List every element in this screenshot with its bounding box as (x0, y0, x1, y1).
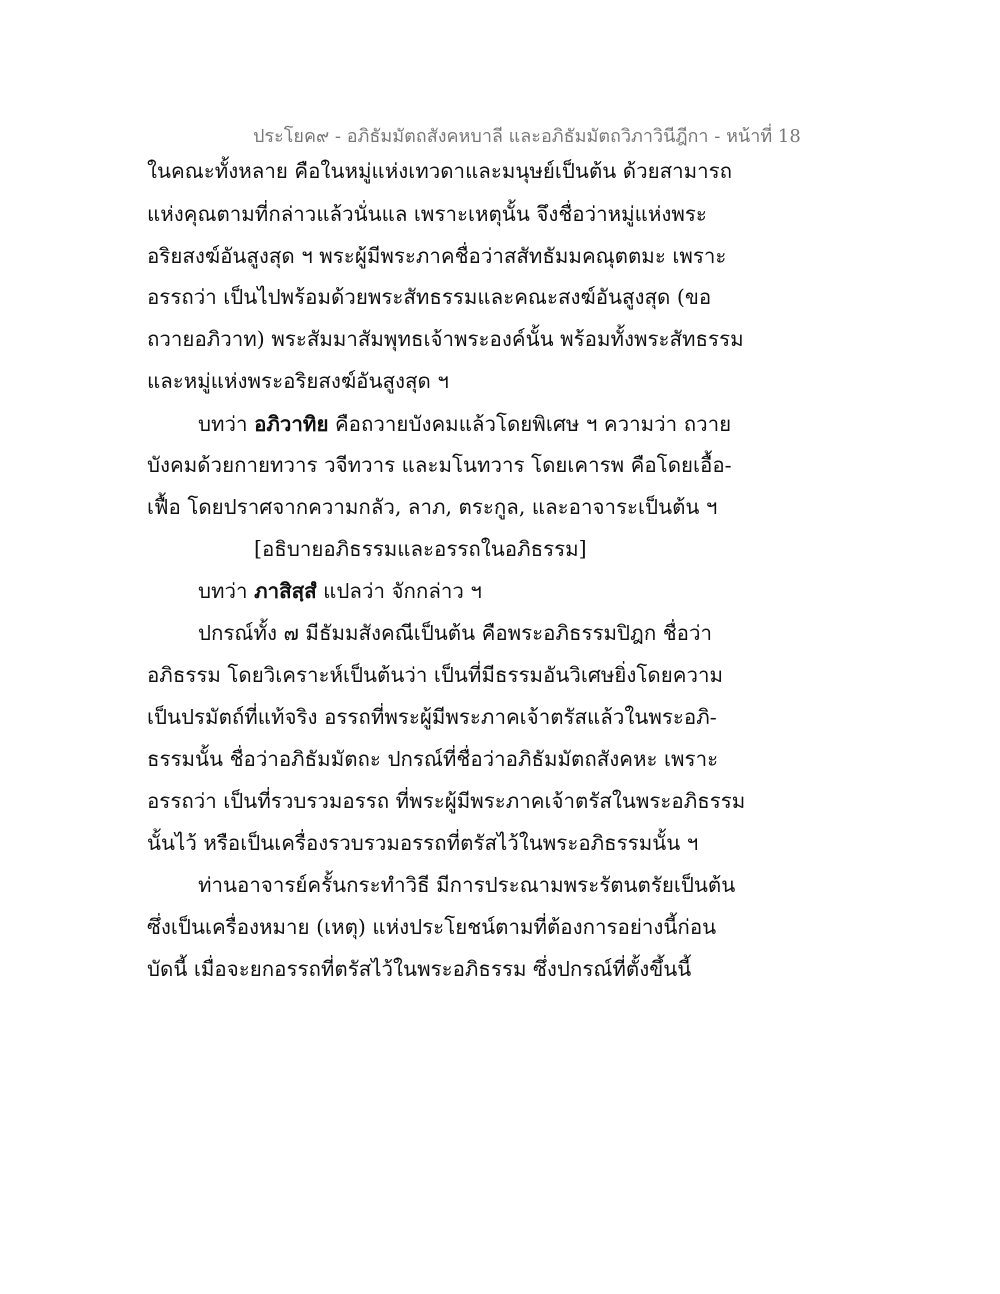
text-line: บัดนี้ เมื่อจะยกอรรถที่ตรัสไว้ในพระอภิธรรม ซึ่งปกรณ์ที่ตั้งขึ้นนี้ (147, 957, 692, 981)
term-bold: ภาสิสฺสํ (254, 579, 317, 603)
text-line: เป็นปรมัตถ์ที่แท้จริง อรรถที่พระผู้มีพระภาคเจ้าตรัสแล้วในพระอภิ- (147, 705, 717, 729)
text-prefix: บทว่า (198, 412, 255, 436)
text-line: ธรรมนั้น ชื่อว่าอภิธัมมัตถะ ปกรณ์ที่ชื่อว่าอภิธัมมัตถสังคหะ เพราะ (147, 747, 719, 771)
text-line: ปกรณ์ทั้ง ๗ มีธัมมสังคณีเป็นต้น คือพระอภิธรรมปิฎก ชื่อว่า (198, 621, 712, 645)
text-rest: แปลว่า จักกล่าว ฯ (316, 579, 482, 603)
text-line: ซึ่งเป็นเครื่องหมาย (เหตุ) แห่งประโยชน์ตามที่ต้องการอย่างนี้ก่อน (147, 915, 717, 939)
text-line (198, 576, 482, 606)
text-prefix: บทว่า (198, 579, 255, 603)
text-line: อรรถว่า เป็นไปพร้อมด้วยพระสัทธรรมและคณะสงฆ์อันสูงสุด (ขอ (147, 285, 712, 309)
text-line: ในคณะทั้งหลาย คือในหมู่แห่งเทวดาและมนุษย์เป็นต้น ด้วยสามารถ (147, 159, 733, 183)
text-line: และหมู่แห่งพระอริยสงฆ์อันสูงสุด ฯ (147, 369, 449, 393)
text-line: อรรถว่า เป็นที่รวบรวมอรรถ ที่พระผู้มีพระภาคเจ้าตรัสในพระอภิธรรม (147, 789, 746, 813)
text-line: เฟื้อ โดยปราศจากความกลัว, ลาภ, ตระกูล, และอาจาระเป็นต้น ฯ (147, 495, 718, 519)
text-line: อภิธรรม โดยวิเคราะห์เป็นต้นว่า เป็นที่มีธรรมอันวิเศษยิ่งโดยความ (147, 663, 723, 687)
term-bold: อภิวาทิย (254, 412, 329, 436)
text-line: บังคมด้วยกายทวาร วจีทวาร และมโนทวาร โดยเคารพ คือโดยเอื้อ- (147, 453, 732, 477)
text-line: ท่านอาจารย์ครั้นกระทำวิธี มีการประณามพระรัตนตรัยเป็นต้น (198, 873, 736, 897)
text-line (198, 409, 731, 439)
text-line: แห่งคุณตามที่กล่าวแล้วนั่นแล เพราะเหตุนั้น จึงชื่อว่าหมู่แห่งพระ (147, 202, 707, 226)
page-header: ประโยค๙ - อภิธัมมัตถสังคหบาลี และอภิธัมมัตถวิภาวินีฎีกา - หน้าที่ 18 (253, 126, 801, 147)
section-subheading: [อธิบายอภิธรรมและอรรถในอภิธรรม] (254, 537, 587, 561)
text-line: อริยสงฆ์อันสูงสุด ฯ พระผู้มีพระภาคชื่อว่าสสัทธัมมคณุตตมะ เพราะ (147, 244, 727, 268)
text-line: นั้นไว้ หรือเป็นเครื่องรวบรวมอรรถที่ตรัสไว้ในพระอภิธรรมนั้น ฯ (147, 831, 699, 855)
text-rest: คือถวายบังคมแล้วโดยพิเศษ ฯ ความว่า ถวาย (328, 412, 732, 436)
text-line: ถวายอภิวาท) พระสัมมาสัมพุทธเจ้าพระองค์นั้น พร้อมทั้งพระสัทธรรม (147, 327, 744, 351)
